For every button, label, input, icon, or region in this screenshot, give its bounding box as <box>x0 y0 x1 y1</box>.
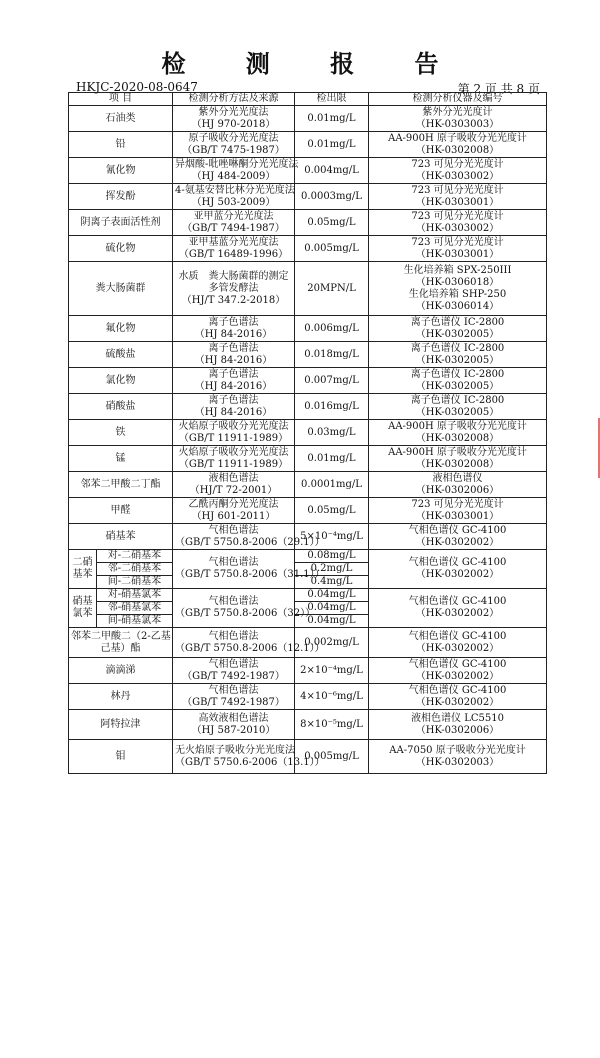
item-cell: 铅 <box>69 132 173 158</box>
limit-cell: 0.05mg/L <box>295 210 369 236</box>
method-cell <box>173 342 295 368</box>
table-row <box>69 498 547 524</box>
cell-line: 钼 <box>115 750 126 762</box>
cell-line: （HJ 601-2011） <box>191 510 276 522</box>
sub-item-cell: 间-二硝基苯 <box>97 576 173 589</box>
report-title: 检 测 报 告 <box>161 49 465 78</box>
method-cell <box>173 740 325 774</box>
cell-line: 火焰原子吸收分光光度法 <box>178 420 289 432</box>
sub-item-cell: 间-硝基氯苯 <box>97 615 173 628</box>
cell-line: （HK-0303002） <box>415 222 500 234</box>
method-cell <box>173 210 295 236</box>
sub-item-cell: 邻-二硝基苯 <box>97 563 173 576</box>
instrument-cell <box>369 524 547 550</box>
table-row <box>69 262 547 316</box>
table-row <box>69 420 547 446</box>
cell-line: 火焰原子吸收分光光度法 <box>178 446 289 458</box>
item-cell: 氰化物 <box>69 158 173 184</box>
limit-cell: 0.4mg/L <box>295 576 369 589</box>
item-cell <box>69 684 173 710</box>
method-cell <box>173 158 299 184</box>
limit-cell: 2×10⁻⁴mg/L <box>295 658 369 684</box>
table-row <box>69 524 547 550</box>
item-cell: 氯化物 <box>69 368 173 394</box>
header-method: 检测分析方法及来源 <box>173 93 295 106</box>
table-row <box>69 368 547 394</box>
cell-line: （HK-0302005） <box>415 380 500 392</box>
table-row <box>69 316 547 342</box>
method-cell <box>173 316 295 342</box>
instrument-cell <box>369 342 547 368</box>
cell-line: （HK-0303003） <box>415 118 500 130</box>
instrument-cell <box>369 498 547 524</box>
instrument-cell <box>369 446 547 472</box>
instrument-cell <box>369 628 547 658</box>
cell-line: （HK-0306018） <box>415 276 500 288</box>
cell-line: （HJ 503-2009） <box>191 196 276 208</box>
instrument-cell <box>369 658 547 684</box>
method-cell <box>173 498 295 524</box>
table-row <box>69 184 547 210</box>
cell-line: （HK-0302008） <box>415 144 500 156</box>
cell-line: 气相色谱仪 GC-4100 <box>408 524 507 536</box>
sub-item-cell: 邻-硝基氯苯 <box>97 602 173 615</box>
cell-line: 离子色谱仪 IC-2800 <box>410 394 505 406</box>
cell-line: （HJ 484-2009） <box>191 170 276 182</box>
method-cell <box>173 550 325 589</box>
item-cell <box>69 628 173 658</box>
cell-line: 气相色谱仪 GC-4100 <box>408 630 507 642</box>
item-cell: 石油类 <box>69 106 173 132</box>
cell-line: （HK-0302002） <box>415 696 500 708</box>
cell-line: （HJ 84-2016） <box>194 380 273 392</box>
cell-line: 滴滴涕 <box>105 664 136 676</box>
instrument-cell <box>369 684 547 710</box>
cell-line: 氯苯 <box>72 608 93 619</box>
cell-line: 气相色谱仪 GC-4100 <box>408 557 507 568</box>
method-cell <box>173 184 295 210</box>
table-header-row <box>69 93 547 106</box>
cell-line: 亚甲蓝分光光度法 <box>193 210 274 222</box>
instrument-cell <box>369 132 547 158</box>
cell-line: 阿特拉津 <box>100 718 141 730</box>
limit-cell: 0.0003mg/L <box>295 184 369 210</box>
limit-cell: 0.04mg/L <box>295 615 369 628</box>
table-row <box>69 446 547 472</box>
limit-cell: 0.03mg/L <box>295 420 369 446</box>
cell-line: 气相色谱法 <box>208 630 259 642</box>
instrument-cell <box>369 236 547 262</box>
cell-line: 液相色谱仪 <box>432 472 483 484</box>
cell-line: 液相色谱仪 LC5510 <box>411 712 504 724</box>
limit-cell: 0.0001mg/L <box>295 472 369 498</box>
cell-line: （HK-0302006） <box>415 484 500 496</box>
limit-cell: 0.004mg/L <box>295 158 369 184</box>
instrument-cell <box>369 710 547 740</box>
method-cell <box>173 368 295 394</box>
method-cell <box>173 628 325 658</box>
cell-line: （HJ/T 72-2001） <box>189 484 278 496</box>
cell-line: AA-900H 原子吸收分光光度计 <box>388 420 527 432</box>
method-cell <box>173 472 295 498</box>
cell-line: 液相色谱法 <box>208 472 259 484</box>
cell-line: 生化培养箱 SPX-250III <box>403 264 512 276</box>
cell-line: （HK-0302008） <box>415 458 500 470</box>
group-label-cell <box>69 550 97 589</box>
limit-cell: 0.08mg/L <box>295 550 369 563</box>
cell-line: 气相色谱仪 GC-4100 <box>408 684 507 696</box>
table-row <box>69 589 547 602</box>
cell-line: 异烟酸-吡唑啉酮分光光度法 <box>175 158 299 170</box>
item-cell: 粪大肠菌群 <box>69 262 173 316</box>
cell-line: 二硝 <box>72 557 93 568</box>
method-cell <box>173 524 325 550</box>
item-cell <box>69 740 173 774</box>
method-cell <box>173 420 295 446</box>
instrument-cell <box>369 394 547 420</box>
header-item: 项 目 <box>69 93 173 106</box>
item-cell: 氟化物 <box>69 316 173 342</box>
cell-line: AA-900H 原子吸收分光光度计 <box>388 132 527 144</box>
table-row <box>69 342 547 368</box>
cell-line: （HK-0302002） <box>415 642 500 654</box>
table-row <box>69 210 547 236</box>
item-cell: 铁 <box>69 420 173 446</box>
cell-line: （GB/T 5750.8-2006（12.1）） <box>175 642 325 654</box>
cell-line: 高效液相色谱法 <box>198 712 269 724</box>
limit-cell: 0.007mg/L <box>295 368 369 394</box>
cell-line: 离子色谱仪 IC-2800 <box>410 316 505 328</box>
cell-line: 紫外分光光度法 <box>198 106 269 118</box>
table-row <box>69 394 547 420</box>
cell-line: （HK-0306014） <box>415 300 500 312</box>
cell-line: 紫外分光光度计 <box>422 106 493 118</box>
table-row <box>69 710 547 740</box>
instrument-cell <box>369 472 547 498</box>
limit-cell: 0.006mg/L <box>295 316 369 342</box>
cell-line: 气相色谱法 <box>208 524 259 536</box>
cell-line: （GB/T 5750.8-2006（32）） <box>175 608 316 619</box>
cell-line: 基苯 <box>72 569 93 580</box>
cell-line: 多管发酵法 <box>208 282 259 294</box>
report-number: HKJC-2020-08-0647 <box>76 80 198 94</box>
cell-line: AA-7050 原子吸收分光光度计 <box>389 744 526 756</box>
cell-line: 气相色谱法 <box>208 557 259 568</box>
cell-line: 邻苯二甲酸二（2-乙基 <box>71 630 171 642</box>
cell-line: （HK-0302002） <box>415 670 500 682</box>
limit-cell: 20MPN/L <box>295 262 369 316</box>
instrument-cell <box>369 420 547 446</box>
method-cell <box>173 446 295 472</box>
detection-methods-table <box>68 92 547 774</box>
table-row <box>69 106 547 132</box>
cell-line: （HK-0303001） <box>415 248 500 260</box>
table-row <box>69 236 547 262</box>
item-cell: 硫化物 <box>69 236 173 262</box>
cell-line: （HK-0303002） <box>415 170 500 182</box>
cell-line: 水质 粪大肠菌群的测定 <box>178 270 289 282</box>
sub-item-cell: 对-硝基氯苯 <box>97 589 173 602</box>
table-row <box>69 740 547 774</box>
limit-cell: 0.018mg/L <box>295 342 369 368</box>
cell-line: （HK-0302005） <box>415 354 500 366</box>
limit-cell: 0.01mg/L <box>295 106 369 132</box>
instrument-cell <box>369 368 547 394</box>
instrument-cell <box>369 158 547 184</box>
cell-line: 气相色谱仪 GC-4100 <box>408 596 507 607</box>
limit-cell: 0.2mg/L <box>295 563 369 576</box>
item-cell: 挥发酚 <box>69 184 173 210</box>
limit-cell: 0.005mg/L <box>295 236 369 262</box>
header-limit: 检出限 <box>295 93 369 106</box>
method-cell <box>173 262 295 316</box>
method-cell <box>173 236 295 262</box>
limit-cell: 0.002mg/L <box>295 628 369 658</box>
cell-line: 723 可见分光光度计 <box>411 210 504 222</box>
cell-line: （HK-0303001） <box>415 510 500 522</box>
table-row <box>69 472 547 498</box>
cell-line: （GB/T 11911-1989） <box>178 458 289 470</box>
method-cell <box>173 132 295 158</box>
cell-line: 原子吸收分光光度法 <box>188 132 279 144</box>
cell-line: 离子色谱法 <box>208 342 259 354</box>
instrument-cell <box>369 316 547 342</box>
cell-line: 离子色谱仪 IC-2800 <box>410 368 505 380</box>
instrument-cell <box>369 740 547 774</box>
seal-mark <box>592 418 600 478</box>
cell-line: （HK-0302002） <box>415 536 500 548</box>
cell-line: 723 可见分光光度计 <box>411 498 504 510</box>
cell-line: 723 可见分光光度计 <box>411 158 504 170</box>
limit-cell: 0.04mg/L <box>295 602 369 615</box>
cell-line: 气相色谱法 <box>208 684 259 696</box>
cell-line: 气相色谱法 <box>208 658 259 670</box>
cell-line: （HJ 970-2018） <box>191 118 276 130</box>
cell-line: 723 可见分光光度计 <box>411 184 504 196</box>
sub-item-cell: 对-二硝基苯 <box>97 550 173 563</box>
cell-line: （HK-0302006） <box>415 724 500 736</box>
cell-line: （HJ 84-2016） <box>194 328 273 340</box>
table-row <box>69 628 547 658</box>
cell-line: 离子色谱法 <box>208 394 259 406</box>
item-cell: 甲醛 <box>69 498 173 524</box>
cell-line: （GB/T 5750.6-2006（13.1）） <box>175 756 325 768</box>
cell-line: 4-氨基安替比林分光光度法 <box>175 184 295 196</box>
cell-line: 亚甲基蓝分光光度法 <box>188 236 279 248</box>
item-cell: 硝酸盐 <box>69 394 173 420</box>
table-row <box>69 684 547 710</box>
cell-line: （GB/T 7492-1987） <box>182 670 285 682</box>
instrument-cell <box>369 550 547 589</box>
cell-line: （HJ 84-2016） <box>194 354 273 366</box>
limit-cell: 0.05mg/L <box>295 498 369 524</box>
instrument-cell <box>369 184 547 210</box>
cell-line: （GB/T 7494-1987） <box>182 222 285 234</box>
limit-cell: 5×10⁻⁴mg/L <box>295 524 369 550</box>
item-cell <box>69 658 173 684</box>
cell-line: （GB/T 16489-1996） <box>178 248 289 260</box>
cell-line: 无火焰原子吸收分光光度法 <box>175 744 295 756</box>
cell-line: 723 可见分光光度计 <box>411 236 504 248</box>
cell-line: （GB/T 7492-1987） <box>182 696 285 708</box>
table-row <box>69 550 547 563</box>
limit-cell: 4×10⁻⁶mg/L <box>295 684 369 710</box>
cell-line: 离子色谱仪 IC-2800 <box>410 342 505 354</box>
cell-line: 己基）酯 <box>100 642 141 654</box>
limit-cell: 0.01mg/L <box>295 446 369 472</box>
header-instrument: 检测分析仪器及编号 <box>369 93 547 106</box>
cell-line: （HK-0302002） <box>415 608 500 619</box>
table-row <box>69 132 547 158</box>
cell-line: 生化培养箱 SHP-250 <box>408 288 507 300</box>
cell-line: （HJ 84-2016） <box>194 406 273 418</box>
cell-line: 气相色谱法 <box>208 596 259 607</box>
method-cell <box>173 106 295 132</box>
item-cell: 邻苯二甲酸二丁酯 <box>69 472 173 498</box>
cell-line: （HK-0303001） <box>415 196 500 208</box>
instrument-cell <box>369 589 547 628</box>
cell-line: 林丹 <box>110 690 131 702</box>
item-cell: 阴离子表面活性剂 <box>69 210 173 236</box>
cell-line: （HK-0302003） <box>415 756 500 768</box>
item-cell: 硝基苯 <box>69 524 173 550</box>
page-indicator: 第 2 页 共 8 页 <box>457 82 540 96</box>
item-cell: 锰 <box>69 446 173 472</box>
instrument-cell <box>369 262 547 316</box>
cell-line: （GB/T 5750.8-2006（31.1）） <box>175 569 325 580</box>
cell-line: 硝基 <box>72 596 93 607</box>
limit-cell: 0.01mg/L <box>295 132 369 158</box>
method-cell <box>173 394 295 420</box>
limit-cell: 0.016mg/L <box>295 394 369 420</box>
cell-line: 离子色谱法 <box>208 316 259 328</box>
limit-cell: 8×10⁻⁵mg/L <box>295 710 369 740</box>
limit-cell: 0.005mg/L <box>295 740 369 774</box>
cell-line: （HK-0302008） <box>415 432 500 444</box>
cell-line: （HK-0302002） <box>415 569 500 580</box>
cell-line: 离子色谱法 <box>208 368 259 380</box>
group-label-cell <box>69 589 97 628</box>
cell-line: （HJ/T 347.2-2018） <box>181 294 286 306</box>
cell-line: 乙酰丙酮分光光度法 <box>188 498 279 510</box>
method-cell <box>173 684 295 710</box>
method-cell <box>173 658 295 684</box>
cell-line: AA-900H 原子吸收分光光度计 <box>388 446 527 458</box>
method-cell <box>173 589 316 628</box>
item-cell: 硫酸盐 <box>69 342 173 368</box>
cell-line: 气相色谱仪 GC-4100 <box>408 658 507 670</box>
cell-line: （GB/T 5750.8-2006（29.1）） <box>175 536 325 548</box>
cell-line: （HK-0302005） <box>415 328 500 340</box>
table-row <box>69 658 547 684</box>
cell-line: （GB/T 7475-1987） <box>182 144 285 156</box>
cell-line: （GB/T 11911-1989） <box>178 432 289 444</box>
cell-line: （HJ 587-2010） <box>191 724 276 736</box>
table-row <box>69 158 547 184</box>
instrument-cell <box>369 210 547 236</box>
cell-line: （HK-0302005） <box>415 406 500 418</box>
item-cell <box>69 710 173 740</box>
limit-cell: 0.04mg/L <box>295 589 369 602</box>
instrument-cell <box>369 106 547 132</box>
method-cell <box>173 710 295 740</box>
